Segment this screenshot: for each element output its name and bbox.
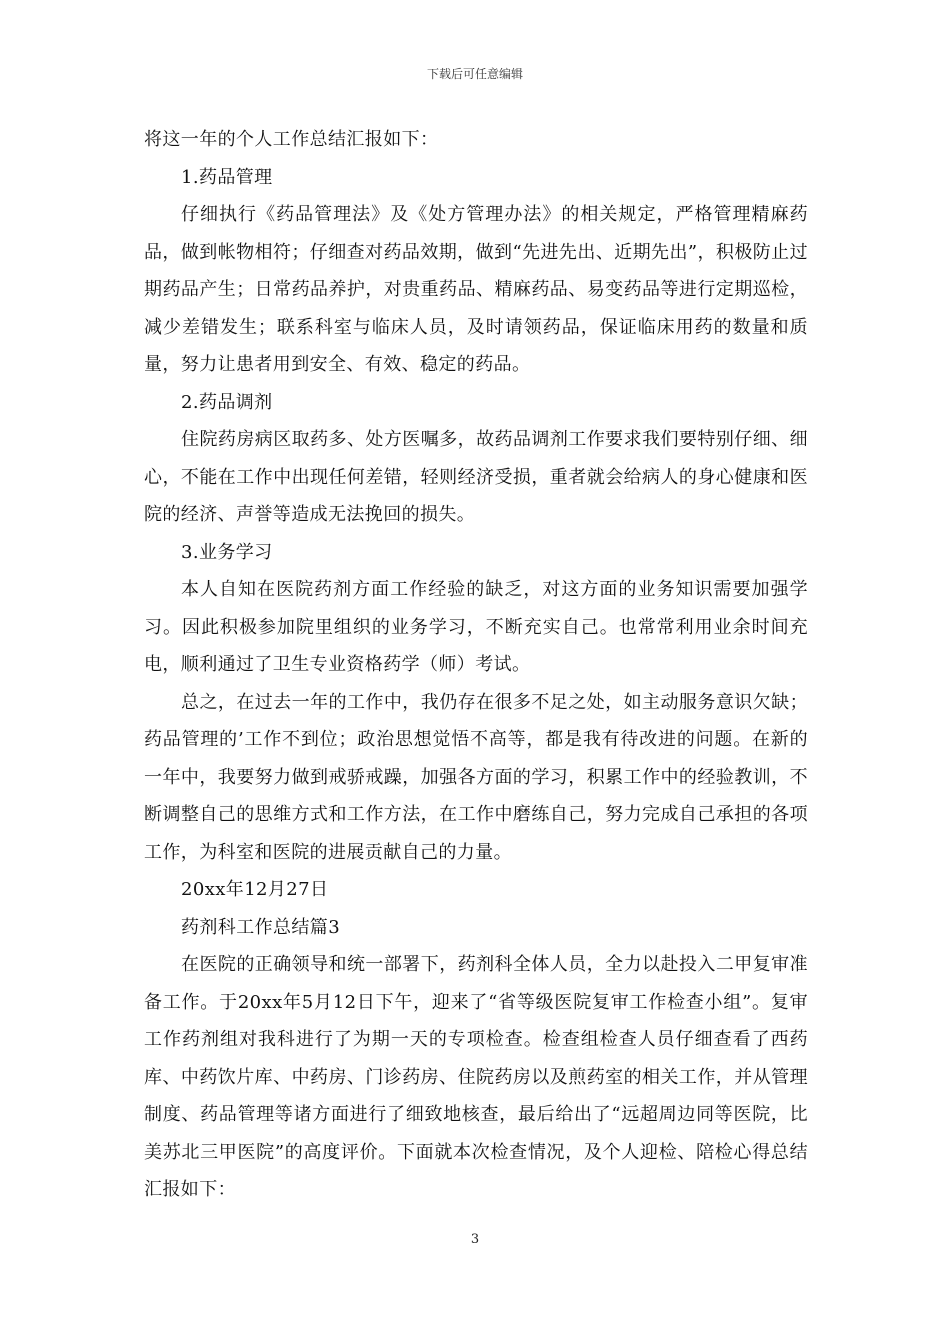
page-header: 下载后可任意编辑 bbox=[426, 67, 523, 81]
article-title: 药剂科工作总结篇3 bbox=[181, 916, 341, 938]
paragraph-review: 在医院的正确领导和统一部署下，药剂科全体人员，全力以赴投入二甲复审准备工作。于20xx年5月12日下午，迎来了“省等级医院复审工作检查小组”。复审工作药剂组对我科进行了为期一天的专项检查。检查组检查人员仔细查看了西药库、中药饮片库、中药房、门诊药房、住院药房以及煎药室的相关工作，并从管理制度、药品管理等诸方面进行了细致地核查，最后给出了“远超周边同等医院，比美苏北三甲医院”的高度评价。下面就本次检查情况，及个人迎检、陪检心得总结汇报如下： bbox=[144, 954, 808, 1200]
page-number: 3 bbox=[470, 1232, 480, 1247]
paragraph-study: 本人自知在医院药剂方面工作经验的缺乏，对这方面的业务知识需要加强学习。因此积极参加院里组织的业务学习，不断充实自己。也常常利用业余时间充电，顺利通过了卫生专业资格药学（师）考试。 bbox=[144, 579, 808, 675]
section-heading-study: 3.业务学习 bbox=[181, 541, 273, 563]
paragraph-drug-management: 仔细执行《药品管理法》及《处方管理办法》的相关规定，严格管理精麻药品，做到帐物相符；仔细查对药品效期，做到“先进先出、近期先出”，积极防止过期药品产生；日常药品养护，对贵重药品、精麻药品、易变药品等进行定期巡检，减少差错发生；联系科室与临床人员，及时请领药品，保证临床用药的数量和质量，努力让患者用到安全、有效、稳定的药品。 bbox=[144, 204, 808, 375]
document-body bbox=[144, 121, 808, 1209]
date-line: 20xx年12月27日 bbox=[181, 879, 329, 900]
section-heading-drug-management: 1.药品管理 bbox=[181, 166, 273, 188]
paragraph-summary: 总之，在过去一年的工作中，我仍存在很多不足之处，如主动服务意识欠缺；药品管理的’工作不到位；政治思想觉悟不高等，都是我有待改进的问题。在新的一年中，我要努力做到戒骄戒躁，加强各方面的学习，积累工作中的经验教训，不断调整自己的思维方式和工作方法，在工作中磨练自己，努力完成自己承担的各项工作，为科室和医院的进展贡献自己的力量。 bbox=[144, 691, 808, 863]
section-heading-dispensing: 2.药品调剂 bbox=[181, 391, 273, 413]
paragraph-intro: 将这一年的个人工作总结汇报如下： bbox=[144, 129, 439, 150]
paragraph-dispensing: 住院药房病区取药多、处方医嘱多，故药品调剂工作要求我们要特别仔细、细心，不能在工作中出现任何差错，轻则经济受损，重者就会给病人的身心健康和医院的经济、声誉等造成无法挽回的损失。 bbox=[144, 429, 808, 525]
